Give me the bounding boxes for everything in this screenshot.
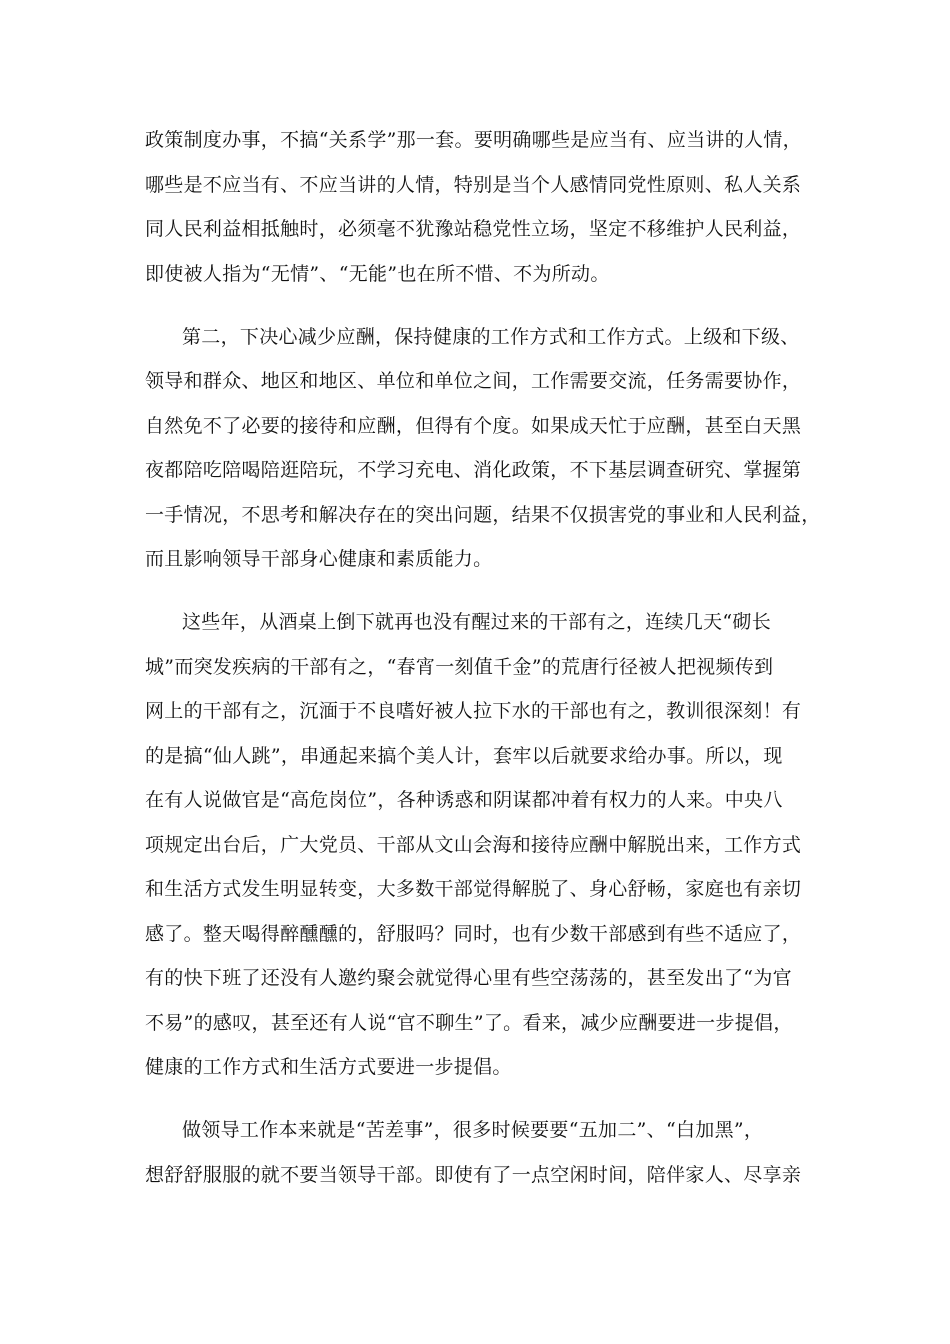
- text-line: 即使被人指为“无情”、“无能”也在所不惜、不为所动。: [145, 263, 610, 285]
- text-line: 而且影响领导干部身心健康和素质能力。: [145, 548, 493, 570]
- text-line: 网上的干部有之，沉湎于不良嗜好被人拉下水的干部也有之，教训很深刻！有: [145, 700, 802, 722]
- text-line: 和生活方式发生明显转变，大多数干部觉得解脱了、身心舒畅，家庭也有亲切: [145, 878, 802, 900]
- text-line: 城”而突发疾病的干部有之，“春宵一刻值千金”的荒唐行径被人把视频传到: [145, 656, 774, 678]
- text-line: 领导和群众、地区和地区、单位和单位之间，工作需要交流，任务需要协作，: [145, 370, 802, 392]
- text-line: 健康的工作方式和生活方式要进一步提倡。: [145, 1056, 512, 1078]
- text-line: 政策制度办事，不搞“关系学”那一套。要明确哪些是应当有、应当讲的人情，: [145, 129, 802, 151]
- text-line: 感了。整天喝得醉醺醺的，舒服吗？同时，也有少数干部感到有些不适应了，: [145, 923, 802, 945]
- text-line: 想舒舒服服的就不要当领导干部。即使有了一点空闲时间，陪伴家人、尽享亲: [145, 1164, 802, 1186]
- paragraph-first-line: 第二，下决心减少应酬，保持健康的工作方式和工作方式。上级和下级、: [182, 326, 800, 348]
- text-line: 一手情况，不思考和解决存在的突出问题，结果不仅损害党的事业和人民利益，: [145, 504, 821, 526]
- text-line: 哪些是不应当有、不应当讲的人情，特别是当个人感情同党性原则、私人关系: [145, 174, 802, 196]
- text-line: 的是搞“仙人跳”，串通起来搞个美人计，套牢以后就要求给办事。所以，现: [145, 745, 783, 767]
- paragraph-first-line: 这些年，从酒桌上倒下就再也没有醒过来的干部有之，连续几天“砌长: [182, 611, 772, 633]
- text-line: 有的快下班了还没有人邀约聚会就觉得心里有些空荡荡的，甚至发出了“为官: [145, 967, 792, 989]
- text-line: 在有人说做官是“高危岗位”，各种诱惑和阴谋都冲着有权力的人来。中央八: [145, 789, 783, 811]
- text-line: 同人民利益相抵触时，必须毫不犹豫站稳党性立场，坚定不移维护人民利益，: [145, 218, 802, 240]
- text-line: 项规定出台后，广大党员、干部从文山会海和接待应酬中解脱出来，工作方式: [145, 834, 802, 856]
- text-line: 自然免不了必要的接待和应酬，但得有个度。如果成天忙于应酬，甚至白天黑: [145, 415, 802, 437]
- text-line: 夜都陪吃陪喝陪逛陪玩，不学习充电、消化政策，不下基层调查研究、掌握第: [145, 459, 802, 481]
- text-line: 不易”的感叹，甚至还有人说“官不聊生”了。看来，减少应酬要进一步提倡，: [145, 1012, 793, 1034]
- paragraph-first-line: 做领导工作本来就是“苦差事”，很多时候要要“五加二”、“白加黑”，: [182, 1119, 764, 1141]
